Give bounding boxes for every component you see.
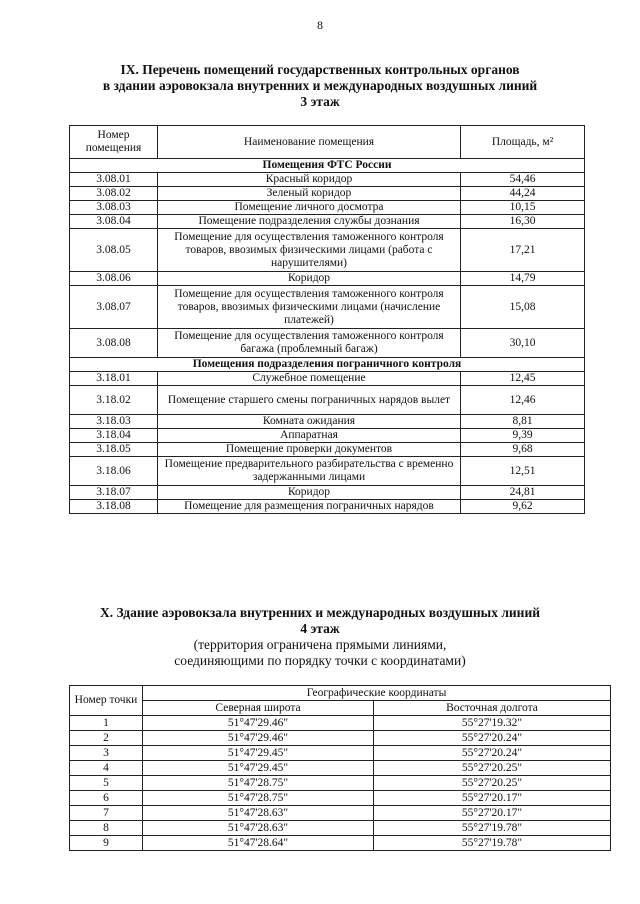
room-area: 14,79: [461, 272, 585, 286]
room-area: 44,24: [461, 187, 585, 201]
room-name: Помещение предварительного разбирательства с временно задержанными лицами: [158, 457, 461, 486]
room-name: Помещение подразделения службы дознания: [158, 215, 461, 229]
latitude-value: 51°47'28.75": [143, 791, 374, 806]
latitude-value: 51°47'29.46": [143, 716, 374, 731]
section-9-title-line: в здании аэровокзала внутренних и международных воздушных линий: [102, 78, 538, 93]
room-area: 9,39: [461, 429, 585, 443]
room-area: 12,45: [461, 372, 585, 386]
section-10-title: [0, 605, 640, 669]
room-area: 12,51: [461, 457, 585, 486]
section-10-subtitle-line: (территория ограничена прямыми линиями,: [193, 637, 447, 652]
room-area: 24,81: [461, 486, 585, 500]
table-row: [70, 746, 611, 761]
column-header-geo: Географические координаты: [143, 686, 611, 701]
table-row: [70, 173, 585, 187]
table-row: [70, 201, 585, 215]
room-number: 3.18.07: [70, 486, 158, 500]
room-number: 3.08.08: [70, 329, 158, 358]
room-name: Помещение старшего смены пограничных нарядов вылет: [158, 386, 461, 415]
room-name: Аппаратная: [158, 429, 461, 443]
room-name: Служебное помещение: [158, 372, 461, 386]
room-name: Помещение проверки документов: [158, 443, 461, 457]
table-row: [70, 372, 585, 386]
room-area: 10,15: [461, 201, 585, 215]
longitude-value: 55°27'20.25": [374, 761, 611, 776]
table-row: [70, 415, 585, 429]
table-row: [70, 500, 585, 514]
column-header-name: Наименование помещения: [158, 126, 461, 159]
longitude-value: 55°27'20.24": [374, 746, 611, 761]
table-row: [70, 443, 585, 457]
table-row: [70, 329, 585, 358]
rooms-table: [69, 125, 585, 514]
section-9-floor-label: 3 этаж: [300, 94, 340, 109]
column-header-number: Номер помещения: [70, 126, 158, 159]
latitude-value: 51°47'29.46": [143, 731, 374, 746]
table-row: [70, 429, 585, 443]
room-name: Коридор: [158, 486, 461, 500]
latitude-value: 51°47'29.45": [143, 746, 374, 761]
point-number: 2: [70, 731, 143, 746]
table-header-row: [70, 126, 585, 159]
table-row: [70, 486, 585, 500]
table-header-row: [70, 701, 611, 716]
longitude-value: 55°27'19.78": [374, 836, 611, 851]
point-number: 3: [70, 746, 143, 761]
longitude-value: 55°27'20.24": [374, 731, 611, 746]
longitude-value: 55°27'20.17": [374, 806, 611, 821]
room-name: Помещение для осуществления таможенного контроля багажа (проблемный багаж): [158, 329, 461, 358]
latitude-value: 51°47'28.64": [143, 836, 374, 851]
column-header-longitude: Восточная долгота: [374, 701, 611, 716]
point-number: 8: [70, 821, 143, 836]
point-number: 9: [70, 836, 143, 851]
room-number: 3.18.04: [70, 429, 158, 443]
room-area: 12,46: [461, 386, 585, 415]
room-number: 3.18.02: [70, 386, 158, 415]
longitude-value: 55°27'20.25": [374, 776, 611, 791]
room-number: 3.08.02: [70, 187, 158, 201]
group-header-row: [70, 159, 585, 173]
longitude-value: 55°27'19.78": [374, 821, 611, 836]
section-10-title-line: X. Здание аэровокзала внутренних и международных воздушных линий: [99, 605, 541, 620]
room-area: 30,10: [461, 329, 585, 358]
table-row: [70, 716, 611, 731]
group-header-row: [70, 358, 585, 372]
room-name: Помещение для осуществления таможенного контроля товаров, ввозимых физическими лицами (работа с нарушителями): [158, 229, 461, 272]
room-area: 9,68: [461, 443, 585, 457]
table-row: [70, 761, 611, 776]
room-number: 3.08.05: [70, 229, 158, 272]
room-area: 15,08: [461, 286, 585, 329]
room-number: 3.08.07: [70, 286, 158, 329]
point-number: 4: [70, 761, 143, 776]
page-number: 8: [317, 18, 323, 32]
room-number: 3.18.06: [70, 457, 158, 486]
section-10-subtitle-line: соединяющими по порядку точки с координатами): [174, 653, 466, 668]
latitude-value: 51°47'28.63": [143, 821, 374, 836]
table-row: [70, 187, 585, 201]
latitude-value: 51°47'28.63": [143, 806, 374, 821]
table-row: [70, 286, 585, 329]
column-header-latitude: Северная широта: [143, 701, 374, 716]
table-row: [70, 229, 585, 272]
table-row: [70, 272, 585, 286]
room-name: Комната ожидания: [158, 415, 461, 429]
table-row: [70, 806, 611, 821]
section-10-floor-label: 4 этаж: [300, 621, 340, 636]
table-row: [70, 821, 611, 836]
table-row: [70, 457, 585, 486]
room-area: 54,46: [461, 173, 585, 187]
column-header-area: Площадь, м²: [461, 126, 585, 159]
table-row: [70, 836, 611, 851]
table-row: [70, 776, 611, 791]
longitude-value: 55°27'19.32": [374, 716, 611, 731]
room-number: 3.18.03: [70, 415, 158, 429]
room-name: Коридор: [158, 272, 461, 286]
section-9-title: [0, 62, 640, 110]
room-number: 3.18.05: [70, 443, 158, 457]
column-header-point: Номер точки: [70, 686, 143, 716]
table-row: [70, 386, 585, 415]
room-number: 3.08.04: [70, 215, 158, 229]
room-number: 3.08.06: [70, 272, 158, 286]
table-row: [70, 215, 585, 229]
coordinates-table: [69, 685, 611, 851]
point-number: 5: [70, 776, 143, 791]
point-number: 1: [70, 716, 143, 731]
room-area: 9,62: [461, 500, 585, 514]
latitude-value: 51°47'28.75": [143, 776, 374, 791]
table-header-row: [70, 686, 611, 701]
point-number: 7: [70, 806, 143, 821]
room-number: 3.08.03: [70, 201, 158, 215]
group-title-fts: Помещения ФТС России: [70, 159, 585, 173]
room-name: Зеленый коридор: [158, 187, 461, 201]
room-name: Помещение для размещения пограничных нарядов: [158, 500, 461, 514]
room-area: 16,30: [461, 215, 585, 229]
table-row: [70, 731, 611, 746]
room-name: Помещение для осуществления таможенного контроля товаров, ввозимых физическими лицами (начисление платежей): [158, 286, 461, 329]
room-number: 3.18.01: [70, 372, 158, 386]
longitude-value: 55°27'20.17": [374, 791, 611, 806]
latitude-value: 51°47'29.45": [143, 761, 374, 776]
room-number: 3.18.08: [70, 500, 158, 514]
point-number: 6: [70, 791, 143, 806]
room-area: 8,81: [461, 415, 585, 429]
room-name: Помещение личного досмотра: [158, 201, 461, 215]
room-area: 17,21: [461, 229, 585, 272]
room-number: 3.08.01: [70, 173, 158, 187]
section-9-title-line: IX. Перечень помещений государственных контрольных органов: [120, 62, 520, 77]
table-row: [70, 791, 611, 806]
group-title-border-control: Помещения подразделения пограничного контроля: [70, 358, 585, 372]
room-name: Красный коридор: [158, 173, 461, 187]
